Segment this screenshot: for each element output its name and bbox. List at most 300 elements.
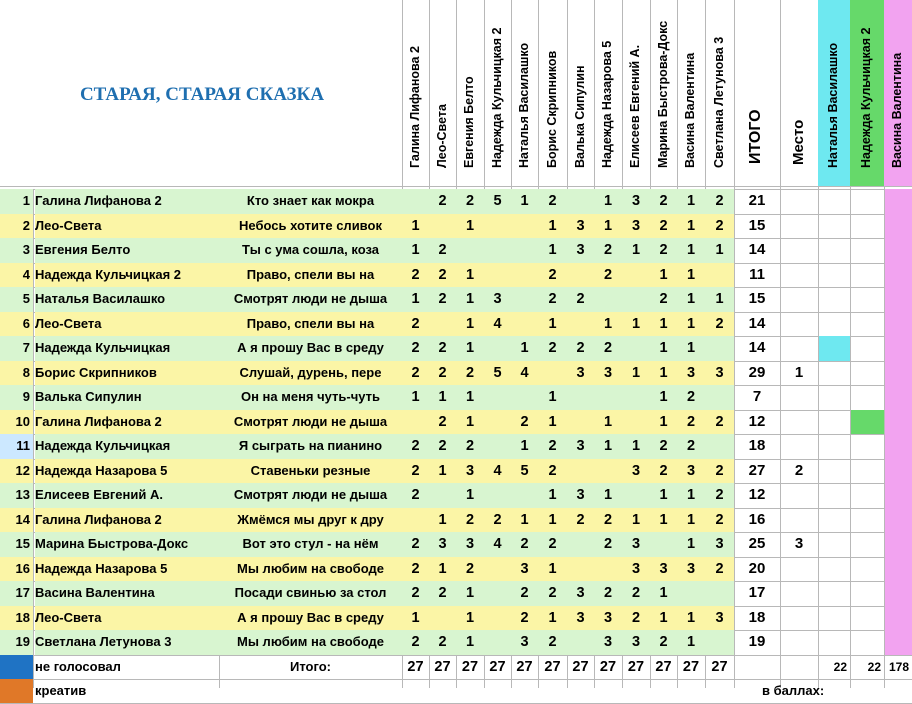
row-author: Надежда Назарова 5 xyxy=(35,557,219,582)
row-index: 14 xyxy=(0,508,33,533)
row-text: Я сыграть на пианино xyxy=(219,434,402,459)
row-index: 16 xyxy=(0,557,33,582)
mesto-cell xyxy=(780,606,818,631)
mesto-header xyxy=(780,0,818,186)
row-text: Посади свинью за стол xyxy=(219,581,402,606)
row-author: Марина Быстрова-Докс xyxy=(35,532,219,557)
vote-cell: 2 xyxy=(511,532,538,557)
vote-cell: 1 xyxy=(456,483,484,508)
column-header-label: Надежда Кульчицкая 2 xyxy=(489,27,504,168)
vote-cell xyxy=(429,214,456,239)
vote-cell: 2 xyxy=(705,410,734,435)
column-header xyxy=(567,0,594,186)
vote-cell: 3 xyxy=(567,581,594,606)
vote-cell: 1 xyxy=(677,287,705,312)
vote-cell: 2 xyxy=(402,434,429,459)
vote-cell: 2 xyxy=(511,606,538,631)
vote-cell: 3 xyxy=(622,189,650,214)
vote-cell xyxy=(567,459,594,484)
mesto-cell xyxy=(780,214,818,239)
extra-highlight-cell xyxy=(851,410,884,435)
total-cell: 27 xyxy=(434,658,451,675)
column-header xyxy=(705,0,734,186)
vote-cell xyxy=(511,483,538,508)
vote-cell: 2 xyxy=(594,581,622,606)
vote-cell xyxy=(484,410,511,435)
row-author: Надежда Кульчицкая xyxy=(35,434,219,459)
extra-highlight-cell xyxy=(885,312,912,337)
vote-cell: 2 xyxy=(594,508,622,533)
extra-highlight-cell xyxy=(885,557,912,582)
vote-cell: 2 xyxy=(456,189,484,214)
itogo-cell: 12 xyxy=(748,412,766,430)
table-row xyxy=(0,189,912,214)
row-index: 13 xyxy=(0,483,33,508)
vote-cell: 1 xyxy=(402,606,429,631)
row-text: Смотрят люди не дыша xyxy=(219,287,402,312)
mesto-cell: 3 xyxy=(794,535,804,552)
mesto-cell xyxy=(780,557,818,582)
vote-cell: 1 xyxy=(650,581,677,606)
table-row xyxy=(0,581,912,606)
total-cell: 27 xyxy=(655,658,672,675)
vote-cell xyxy=(567,410,594,435)
mesto-cell xyxy=(780,434,818,459)
vote-cell: 2 xyxy=(429,287,456,312)
vote-cell: 1 xyxy=(705,238,734,263)
vote-cell: 3 xyxy=(456,459,484,484)
vote-cell: 2 xyxy=(402,581,429,606)
row-index: 4 xyxy=(0,263,33,288)
vote-cell xyxy=(705,263,734,288)
itogo-cell: 27 xyxy=(748,461,766,479)
vote-cell: 2 xyxy=(705,557,734,582)
table-row xyxy=(0,263,912,288)
row-text: Слушай, дурень, пере xyxy=(219,361,402,386)
vote-cell: 3 xyxy=(567,238,594,263)
vote-cell: 1 xyxy=(677,312,705,337)
vote-cell xyxy=(484,336,511,361)
legend-creative: креатив xyxy=(35,682,87,698)
vote-cell: 1 xyxy=(429,385,456,410)
vote-cell: 1 xyxy=(402,214,429,239)
extra-highlight-cell xyxy=(885,606,912,631)
vote-cell: 1 xyxy=(456,214,484,239)
row-index: 5 xyxy=(0,287,33,312)
vote-cell xyxy=(567,385,594,410)
vote-cell: 3 xyxy=(511,630,538,655)
vote-cell: 1 xyxy=(650,606,677,631)
vote-cell xyxy=(511,385,538,410)
vote-cell xyxy=(538,361,567,386)
extra-highlight-cell xyxy=(885,581,912,606)
vote-cell: 1 xyxy=(402,287,429,312)
table-row xyxy=(0,630,912,655)
vote-cell: 2 xyxy=(567,336,594,361)
vote-cell: 2 xyxy=(429,410,456,435)
vote-cell: 1 xyxy=(456,606,484,631)
table-row xyxy=(0,483,912,508)
column-header-label: Галина Лифанова 2 xyxy=(407,46,422,168)
vote-cell: 2 xyxy=(429,434,456,459)
vote-cell: 2 xyxy=(538,532,567,557)
vote-cell xyxy=(650,532,677,557)
itogo-cell: 25 xyxy=(748,535,766,552)
row-index: 18 xyxy=(0,606,33,631)
vote-cell: 2 xyxy=(429,189,456,214)
row-author: Евгения Белто xyxy=(35,238,219,263)
vote-cell: 1 xyxy=(677,606,705,631)
row-index: 19 xyxy=(0,630,33,655)
extra-highlight-cell xyxy=(885,287,912,312)
row-text: Он на меня чуть-чуть xyxy=(219,385,402,410)
vote-cell: 3 xyxy=(567,483,594,508)
vote-cell: 2 xyxy=(538,434,567,459)
vote-cell: 2 xyxy=(456,434,484,459)
vote-cell xyxy=(567,532,594,557)
vote-cell: 1 xyxy=(677,189,705,214)
vote-cell xyxy=(484,434,511,459)
vote-cell xyxy=(484,214,511,239)
vote-cell: 1 xyxy=(677,336,705,361)
vote-cell: 1 xyxy=(511,336,538,361)
totals-label: Итого: xyxy=(290,658,331,674)
vote-cell xyxy=(705,336,734,361)
vote-cell: 1 xyxy=(456,630,484,655)
footer-legend-row xyxy=(0,679,912,703)
legend-not-voted: не голосовал xyxy=(35,658,121,674)
column-header xyxy=(484,0,511,186)
table-row xyxy=(0,557,912,582)
extra-highlight-cell xyxy=(885,508,912,533)
row-author: Галина Лифанова 2 xyxy=(35,508,219,533)
vote-cell xyxy=(456,238,484,263)
vote-cell: 1 xyxy=(677,508,705,533)
column-header xyxy=(650,0,677,186)
mesto-cell xyxy=(780,483,818,508)
vote-cell: 1 xyxy=(622,312,650,337)
row-text: Вот это стул - на нём xyxy=(219,532,402,557)
table-row xyxy=(0,434,912,459)
mesto-cell xyxy=(780,312,818,337)
vote-cell: 1 xyxy=(594,214,622,239)
row-index: 2 xyxy=(0,214,33,239)
vote-cell xyxy=(484,581,511,606)
vote-cell: 2 xyxy=(402,630,429,655)
vote-cell: 1 xyxy=(594,483,622,508)
vote-cell xyxy=(402,189,429,214)
vote-cell xyxy=(594,459,622,484)
vote-cell: 1 xyxy=(456,287,484,312)
vote-cell: 4 xyxy=(484,532,511,557)
vote-cell: 1 xyxy=(538,385,567,410)
vote-cell: 2 xyxy=(705,483,734,508)
extra-total-cell: 22 xyxy=(833,659,847,674)
vote-cell: 2 xyxy=(705,189,734,214)
vote-cell: 3 xyxy=(622,630,650,655)
extra-highlight-cell xyxy=(885,434,912,459)
vote-cell: 3 xyxy=(484,287,511,312)
row-text: Право, спели вы на xyxy=(219,312,402,337)
vote-cell: 2 xyxy=(677,410,705,435)
vote-cell: 3 xyxy=(456,532,484,557)
mesto-cell xyxy=(780,508,818,533)
extra-highlight-cell xyxy=(885,483,912,508)
row-author: Лео-Света xyxy=(35,606,219,631)
vote-cell: 1 xyxy=(594,189,622,214)
row-index: 15 xyxy=(0,532,33,557)
itogo-header xyxy=(734,0,780,186)
vote-cell: 2 xyxy=(538,630,567,655)
itogo-cell: 15 xyxy=(748,290,766,307)
vote-cell xyxy=(484,630,511,655)
vote-cell: 2 xyxy=(456,508,484,533)
extra-column-header xyxy=(850,0,884,186)
extra-column-header xyxy=(818,0,850,186)
extra-highlight-cell xyxy=(819,336,850,361)
vote-cell: 3 xyxy=(511,557,538,582)
row-index: 8 xyxy=(0,361,33,386)
vote-cell xyxy=(429,312,456,337)
column-header-label: Марина Быстрова-Докс xyxy=(655,20,670,168)
row-text: А я прошу Вас в среду xyxy=(219,336,402,361)
vote-cell: 2 xyxy=(402,483,429,508)
column-header xyxy=(511,0,538,186)
table-row xyxy=(0,361,912,386)
vote-cell xyxy=(511,214,538,239)
vote-cell: 3 xyxy=(705,606,734,631)
total-cell: 27 xyxy=(516,658,533,675)
vote-cell: 1 xyxy=(402,385,429,410)
vote-cell: 2 xyxy=(705,214,734,239)
row-index: 9 xyxy=(0,385,33,410)
vote-cell: 2 xyxy=(402,532,429,557)
vote-cell: 3 xyxy=(677,361,705,386)
vote-cell xyxy=(567,630,594,655)
vote-cell: 1 xyxy=(538,508,567,533)
vote-cell: 1 xyxy=(594,410,622,435)
mesto-cell xyxy=(780,336,818,361)
vote-cell xyxy=(594,385,622,410)
vote-cell: 3 xyxy=(567,606,594,631)
extra-highlight-cell xyxy=(885,630,912,655)
vote-cell: 1 xyxy=(456,263,484,288)
table-row xyxy=(0,238,912,263)
in-points-label: в баллах: xyxy=(762,682,825,698)
legend-swatch-creative xyxy=(0,679,33,703)
row-author: Светлана Летунова 3 xyxy=(35,630,219,655)
row-author: Лео-Света xyxy=(35,214,219,239)
row-author: Галина Лифанова 2 xyxy=(35,189,219,214)
vote-cell: 5 xyxy=(511,459,538,484)
row-index: 6 xyxy=(0,312,33,337)
vote-cell: 3 xyxy=(594,606,622,631)
vote-cell xyxy=(677,581,705,606)
vote-cell: 1 xyxy=(677,238,705,263)
vote-cell: 2 xyxy=(402,557,429,582)
vote-cell xyxy=(567,312,594,337)
vote-cell: 3 xyxy=(677,459,705,484)
itogo-cell: 21 xyxy=(748,192,766,209)
row-index: 10 xyxy=(0,410,33,435)
table-row xyxy=(0,508,912,533)
itogo-cell: 20 xyxy=(748,559,766,577)
vote-cell: 3 xyxy=(567,361,594,386)
vote-cell: 2 xyxy=(538,263,567,288)
vote-cell xyxy=(511,287,538,312)
vote-cell: 2 xyxy=(511,581,538,606)
vote-cell: 4 xyxy=(511,361,538,386)
vote-cell xyxy=(484,483,511,508)
vote-cell xyxy=(484,263,511,288)
vote-cell: 2 xyxy=(650,459,677,484)
vote-cell: 2 xyxy=(429,630,456,655)
column-header xyxy=(622,0,650,186)
column-header-label: Светлана Летунова 3 xyxy=(711,36,726,168)
vote-cell: 1 xyxy=(622,434,650,459)
vote-cell xyxy=(705,434,734,459)
column-header xyxy=(538,0,567,186)
row-text: Право, спели вы на xyxy=(219,263,402,288)
vote-cell: 1 xyxy=(456,336,484,361)
vote-cell xyxy=(594,287,622,312)
vote-cell: 1 xyxy=(429,557,456,582)
row-author: Валька Сипулин xyxy=(35,385,219,410)
extra-highlight-cell xyxy=(885,410,912,435)
table-row xyxy=(0,336,912,361)
column-header-label: Васина Валентина xyxy=(683,52,697,168)
vote-cell: 2 xyxy=(705,459,734,484)
vote-cell: 2 xyxy=(650,214,677,239)
vote-cell xyxy=(402,410,429,435)
vote-cell: 1 xyxy=(511,189,538,214)
vote-cell: 2 xyxy=(594,238,622,263)
vote-cell: 1 xyxy=(456,410,484,435)
vote-cell xyxy=(511,263,538,288)
vote-cell: 2 xyxy=(456,557,484,582)
itogo-cell: 11 xyxy=(749,265,765,283)
vote-cell: 3 xyxy=(567,434,594,459)
mesto-cell xyxy=(780,385,818,410)
table-row xyxy=(0,532,912,557)
itogo-cell: 15 xyxy=(748,216,766,234)
vote-cell: 1 xyxy=(650,361,677,386)
vote-cell: 1 xyxy=(650,336,677,361)
vote-cell: 3 xyxy=(594,361,622,386)
row-index: 17 xyxy=(0,581,33,606)
vote-cell xyxy=(429,483,456,508)
itogo-cell: 14 xyxy=(748,314,766,332)
vote-cell: 2 xyxy=(402,336,429,361)
total-cell: 27 xyxy=(407,658,424,675)
itogo-cell: 14 xyxy=(748,339,766,356)
column-header-label: Борис Скрипников xyxy=(544,50,559,168)
vote-cell: 2 xyxy=(538,287,567,312)
extra-highlight-cell xyxy=(885,459,912,484)
vote-cell: 3 xyxy=(622,459,650,484)
vote-cell: 1 xyxy=(677,263,705,288)
vote-cell xyxy=(567,263,594,288)
vote-cell: 2 xyxy=(538,459,567,484)
row-index: 12 xyxy=(0,459,33,484)
vote-cell: 3 xyxy=(705,361,734,386)
vote-cell: 5 xyxy=(484,189,511,214)
vote-cell: 1 xyxy=(538,238,567,263)
vote-cell: 2 xyxy=(650,287,677,312)
itogo-cell: 16 xyxy=(748,510,766,528)
table-row xyxy=(0,312,912,337)
vote-cell: 2 xyxy=(429,263,456,288)
vote-cell: 3 xyxy=(705,532,734,557)
vote-cell: 1 xyxy=(594,434,622,459)
vote-cell: 2 xyxy=(622,606,650,631)
vote-cell xyxy=(484,557,511,582)
vote-cell: 2 xyxy=(402,312,429,337)
vote-cell: 1 xyxy=(677,214,705,239)
column-header xyxy=(456,0,484,186)
vote-cell: 2 xyxy=(538,189,567,214)
vote-cell xyxy=(705,385,734,410)
itogo-cell: 14 xyxy=(748,241,766,258)
vote-cell: 1 xyxy=(622,361,650,386)
total-cell: 27 xyxy=(461,658,479,675)
vote-cell xyxy=(484,385,511,410)
vote-cell: 2 xyxy=(705,312,734,337)
row-index: 1 xyxy=(0,189,33,214)
vote-cell: 3 xyxy=(594,630,622,655)
row-author: Надежда Кульчицкая xyxy=(35,336,219,361)
table-row xyxy=(0,385,912,410)
vote-cell: 2 xyxy=(594,263,622,288)
vote-cell: 1 xyxy=(402,238,429,263)
vote-cell: 1 xyxy=(538,483,567,508)
column-header xyxy=(677,0,705,186)
vote-cell: 2 xyxy=(429,238,456,263)
table-row xyxy=(0,459,912,484)
total-cell: 27 xyxy=(627,658,645,675)
vote-cell: 1 xyxy=(650,483,677,508)
mesto-cell xyxy=(780,410,818,435)
extra-highlight-cell xyxy=(885,263,912,288)
vote-cell: 2 xyxy=(650,434,677,459)
vote-cell: 1 xyxy=(705,287,734,312)
extra-column-header xyxy=(884,0,912,186)
vote-cell xyxy=(705,581,734,606)
vote-cell: 1 xyxy=(677,630,705,655)
vote-cell: 2 xyxy=(650,189,677,214)
vote-cell: 2 xyxy=(567,287,594,312)
extra-total-cell: 22 xyxy=(867,659,881,674)
vote-cell: 2 xyxy=(677,434,705,459)
mesto-cell xyxy=(780,581,818,606)
vote-cell: 2 xyxy=(622,581,650,606)
row-index: 7 xyxy=(0,336,33,361)
vote-cell xyxy=(705,630,734,655)
row-text: А я прошу Вас в среду xyxy=(219,606,402,631)
vote-cell: 2 xyxy=(511,410,538,435)
table-row xyxy=(0,287,912,312)
vote-cell: 1 xyxy=(538,606,567,631)
vote-cell: 2 xyxy=(402,361,429,386)
vote-cell: 2 xyxy=(594,336,622,361)
vote-cell: 1 xyxy=(677,483,705,508)
vote-cell xyxy=(622,385,650,410)
extra-column-header-label: Васина Валентина xyxy=(890,52,904,168)
mesto-header-label: Место xyxy=(790,119,807,165)
row-author: Борис Скрипников xyxy=(35,361,219,386)
row-author: Наталья Василашко xyxy=(35,287,219,312)
itogo-cell: 18 xyxy=(748,437,766,454)
